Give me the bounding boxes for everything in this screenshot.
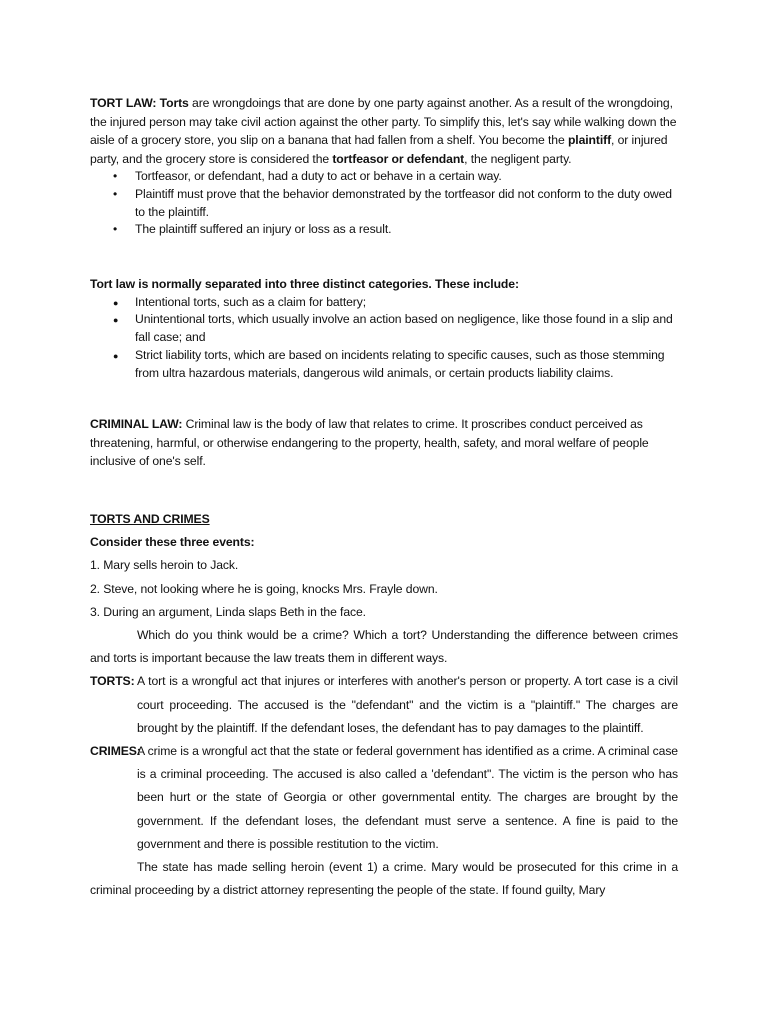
bullet-icon: ● [113, 297, 119, 308]
torts-definition [90, 670, 678, 740]
crimes-definition [90, 740, 678, 856]
list-item: ● Strict liability torts, which are based on incidents relating to specific causes, such as those stemming from ultra hazardous materials, dangerous wild animals, or certain products liability claims. [113, 347, 665, 380]
bullet-icon: • [113, 169, 118, 183]
plaintiff-term: plaintiff [567, 133, 612, 147]
event-item: 3. During an argument, Linda slaps Beth in the face. [90, 604, 366, 619]
criminal-law-text: Criminal law is the body of law that relates to crime. It proscribes conduct perceived as threatening, harmful, or otherwise endangering to the property, health, safety, and moral welfare of people inclusive of one's self. [90, 417, 649, 468]
event-item: 1. Mary sells heroin to Jack. [90, 558, 239, 573]
tort-law-text-b: , or injured party, and the grocery store is considered the [90, 133, 668, 166]
criminal-law-label: CRIMINAL LAW: [90, 417, 183, 431]
torts-text: A tort is a wrongful act that injures or interferes with another's person or property. A tort case is a civil court proceeding. The accused is the "defendant" and the victim is a "plaintiff." The charges are brought by the plaintiff. If the defendant loses, the defendant has to pay damages to the plaintiff. [137, 674, 678, 735]
bullet-icon: ● [113, 315, 119, 326]
torts-label: TORTS: [90, 674, 135, 689]
list-item: ● Unintentional torts, which usually involve an action based on negligence, like those found in a slip and fall case; and [113, 312, 673, 345]
tort-law-paragraph [90, 94, 678, 168]
bullet-icon: • [113, 222, 118, 237]
crimes-label: CRIMES: [90, 744, 141, 759]
event-item: 2. Steve, not looking where he is going, knocks Mrs. Frayle down. [90, 581, 438, 596]
criminal-law-paragraph [90, 415, 678, 471]
list-item: • The plaintiff suffered an injury or loss as a result. [90, 221, 678, 239]
tort-law-section [90, 94, 678, 239]
tort-law-text-c: , the negligent party. [464, 151, 572, 166]
criminal-law-section [90, 415, 678, 471]
list-item: ● Intentional torts, such as a claim for battery; [90, 294, 678, 312]
consider-line: Consider these three events: [90, 535, 255, 550]
list-item: • Plaintiff must prove that the behavior demonstrated by the tortfeasor did not conform to the duty owed to the plaintiff. [113, 186, 672, 219]
tort-law-label: TORT LAW: [90, 96, 157, 110]
tort-categories-section [90, 275, 678, 382]
categories-list [90, 294, 678, 383]
question-paragraph: Which do you think would be a crime? Which a tort? Understanding the difference between crimes and torts is important because the law treats them in different ways. [90, 628, 678, 666]
tort-elements-list [90, 168, 678, 239]
torts-term: Torts [159, 96, 189, 110]
bullet-icon: • [113, 186, 118, 201]
categories-intro: Tort law is normally separated into three distinct categories. These include: [90, 277, 519, 291]
tort-law-text-a: are wrongdoings that are done by one party against another. As a result of the wrongdoing, the injured person may take civil action against the other party. To simplify this, let's say while walking down the aisle of a grocery store, you slip on a banana that had fallen from a shelf. You become the [90, 96, 677, 147]
bullet-icon: ● [113, 350, 119, 361]
torts-and-crimes-section [90, 508, 678, 902]
section-heading: TORTS AND CRIMES [90, 512, 210, 526]
closing-paragraph: The state has made selling heroin (event 1) a crime. Mary would be prosecuted for this crime in a criminal proceeding by a district attorney representing the people of the state. If found guilty, Mary [90, 860, 678, 898]
list-item: • Tortfeasor, or defendant, had a duty to act or behave in a certain way. [90, 168, 678, 186]
crimes-text: A crime is a wrongful act that the state or federal government has identified as a crime. A criminal case is a criminal proceeding. The accused is also called a 'defendant". The victim is the person who has been hurt or the state of Georgia or other governmental entity. The charges are brought by the government. If the defendant loses, the defendant must serve a sentence. A fine is paid to the government and there is possible restitution to the victim. [137, 744, 678, 851]
tortfeasor-term: tortfeasor or defendant [332, 151, 465, 166]
